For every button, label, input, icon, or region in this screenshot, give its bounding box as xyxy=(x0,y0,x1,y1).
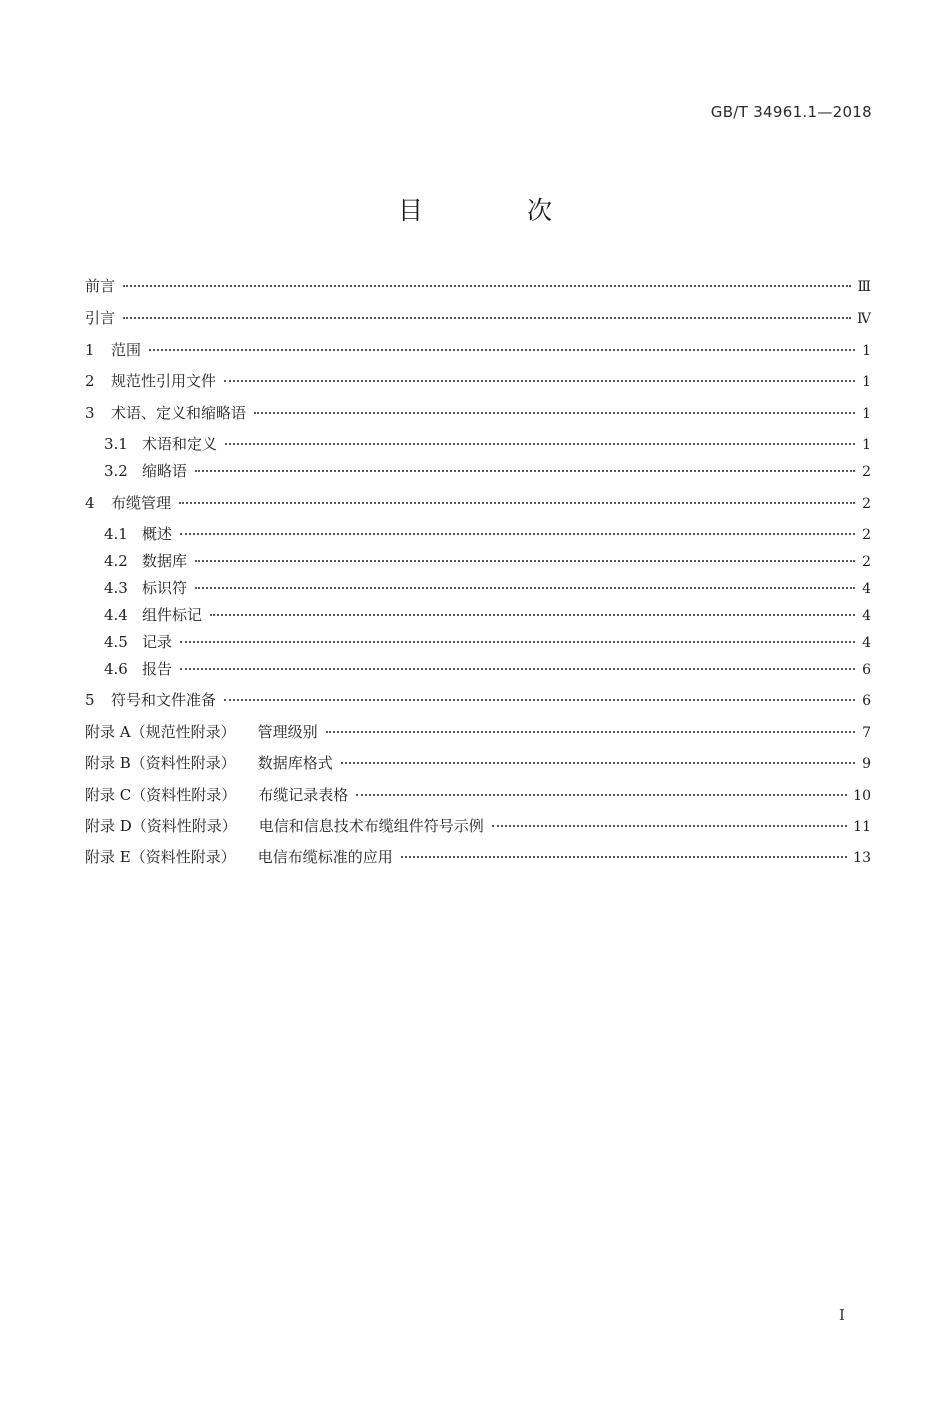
toc-entry-page: 4 xyxy=(862,635,871,651)
toc-entry-title: 前言 xyxy=(85,277,116,295)
toc-leader-dots xyxy=(195,560,855,562)
toc-leader-dots xyxy=(224,380,855,382)
toc-entry-page: 1 xyxy=(862,374,871,390)
toc-entry-title: 电信布缆标准的应用 xyxy=(257,848,393,866)
toc-entry-title: 引言 xyxy=(85,309,116,327)
toc-entry-title: 术语、定义和缩略语 xyxy=(111,404,247,422)
toc-entry-annex-e[interactable] xyxy=(85,847,871,867)
toc-leader-dots xyxy=(492,825,847,827)
toc-leader-dots xyxy=(179,502,855,504)
toc-entry-title: 数据库格式 xyxy=(257,754,333,772)
toc-leader-dots xyxy=(210,614,855,616)
toc-entry-title: 术语和定义 xyxy=(142,435,218,453)
toc-entry-annex-c[interactable] xyxy=(85,785,871,805)
toc-entry-normative-references[interactable] xyxy=(85,371,871,391)
toc-entry-number: 4.1 xyxy=(104,525,128,543)
toc-entry-title: 范围 xyxy=(111,341,142,359)
toc-entry-abbreviations[interactable] xyxy=(104,461,871,481)
toc-entry-annex-label: 附录 E（资料性附录） xyxy=(85,848,236,866)
toc-leader-dots xyxy=(254,412,855,414)
toc-entry-scope[interactable] xyxy=(85,340,871,360)
toc-entry-title: 管理级别 xyxy=(257,723,318,741)
page-number: I xyxy=(839,1306,845,1324)
toc-entry-annex-label: 附录 D（资料性附录） xyxy=(85,817,237,835)
toc-entry-number: 3 xyxy=(85,404,95,422)
toc-entry-page: 2 xyxy=(862,554,871,570)
toc-entry-annex-label: 附录 A（规范性附录） xyxy=(85,723,236,741)
toc-entry-page: 2 xyxy=(862,496,871,512)
toc-entry-identifiers[interactable] xyxy=(104,578,871,598)
toc-entry-number: 2 xyxy=(85,372,95,390)
toc-entry-page: 2 xyxy=(862,527,871,543)
toc-entry-page: 4 xyxy=(862,581,871,597)
toc-entry-database[interactable] xyxy=(104,551,871,571)
page-title: 目 次 xyxy=(398,196,600,225)
toc-entry-number: 1 xyxy=(85,341,95,359)
toc-leader-dots xyxy=(401,856,847,858)
toc-leader-dots xyxy=(326,731,855,733)
toc-entry-reports[interactable] xyxy=(104,659,871,679)
toc-entry-page: 1 xyxy=(862,343,871,359)
toc-entry-number: 4.5 xyxy=(104,633,128,651)
toc-entry-page: 7 xyxy=(862,725,871,741)
toc-leader-dots xyxy=(341,762,855,764)
toc-entry-cabling-administration[interactable] xyxy=(85,493,871,513)
toc-entry-title: 报告 xyxy=(142,660,173,678)
toc-entry-symbols-documentation[interactable] xyxy=(85,690,871,710)
toc-entry-page: 2 xyxy=(862,464,871,480)
toc-leader-dots xyxy=(356,794,847,796)
toc-leader-dots xyxy=(180,533,855,535)
toc-leader-dots xyxy=(180,641,855,643)
toc-entry-annex-b[interactable] xyxy=(85,753,871,773)
toc-leader-dots xyxy=(123,285,851,287)
toc-entry-number: 4.6 xyxy=(104,660,128,678)
toc-entry-page: 4 xyxy=(862,608,871,624)
toc-entry-page: 9 xyxy=(862,756,871,772)
toc-entry-title: 电信和信息技术布缆组件符号示例 xyxy=(258,817,484,835)
toc-entry-annex-d[interactable] xyxy=(85,816,871,836)
toc-entry-annex-label: 附录 C（资料性附录） xyxy=(85,786,237,804)
toc-entry-number: 3.1 xyxy=(104,435,128,453)
toc-entry-page: Ⅳ xyxy=(857,311,871,327)
toc-entry-page: 6 xyxy=(862,662,871,678)
toc-leader-dots xyxy=(224,699,855,701)
toc-entry-title: 缩略语 xyxy=(142,462,188,480)
toc-entry-component-labelling[interactable] xyxy=(104,605,871,625)
toc-entry-terms[interactable] xyxy=(85,403,871,423)
toc-entry-foreword[interactable] xyxy=(85,276,871,296)
toc-entry-number: 4.2 xyxy=(104,552,128,570)
toc-entry-title: 标识符 xyxy=(142,579,188,597)
toc-entry-title: 布缆记录表格 xyxy=(258,786,349,804)
toc-leader-dots xyxy=(180,668,855,670)
toc-entry-page: 1 xyxy=(862,406,871,422)
toc-entry-overview[interactable] xyxy=(104,524,871,544)
toc-leader-dots xyxy=(195,470,855,472)
toc-entry-annex-label: 附录 B（资料性附录） xyxy=(85,754,236,772)
toc-entry-terms-definitions[interactable] xyxy=(104,434,871,454)
toc-entry-number: 4.4 xyxy=(104,606,128,624)
toc-entry-number: 4 xyxy=(85,494,95,512)
toc-entry-page: 1 xyxy=(862,437,871,453)
toc-entry-annex-a[interactable] xyxy=(85,722,871,742)
toc-entry-page: 10 xyxy=(853,788,871,804)
toc-leader-dots xyxy=(149,349,855,351)
toc-entry-title: 符号和文件准备 xyxy=(111,691,217,709)
toc-entry-title: 数据库 xyxy=(142,552,188,570)
toc-leader-dots xyxy=(195,587,855,589)
toc-entry-title: 记录 xyxy=(142,633,173,651)
toc-entry-title: 规范性引用文件 xyxy=(111,372,217,390)
toc-entry-records[interactable] xyxy=(104,632,871,652)
toc-entry-number: 4.3 xyxy=(104,579,128,597)
toc-entry-title: 概述 xyxy=(142,525,173,543)
toc-entry-page: 6 xyxy=(862,693,871,709)
toc-entry-introduction[interactable] xyxy=(85,308,871,328)
toc-entry-title: 组件标记 xyxy=(142,606,203,624)
toc-entry-page: Ⅲ xyxy=(857,279,871,295)
toc-entry-title: 布缆管理 xyxy=(111,494,172,512)
toc-entry-page: 11 xyxy=(853,819,871,835)
standard-code: GB/T 34961.1—2018 xyxy=(710,103,872,121)
toc-entry-number: 3.2 xyxy=(104,462,128,480)
toc-entry-page: 13 xyxy=(853,850,871,866)
toc-entry-number: 5 xyxy=(85,691,95,709)
toc-leader-dots xyxy=(123,317,851,319)
toc-leader-dots xyxy=(225,443,855,445)
